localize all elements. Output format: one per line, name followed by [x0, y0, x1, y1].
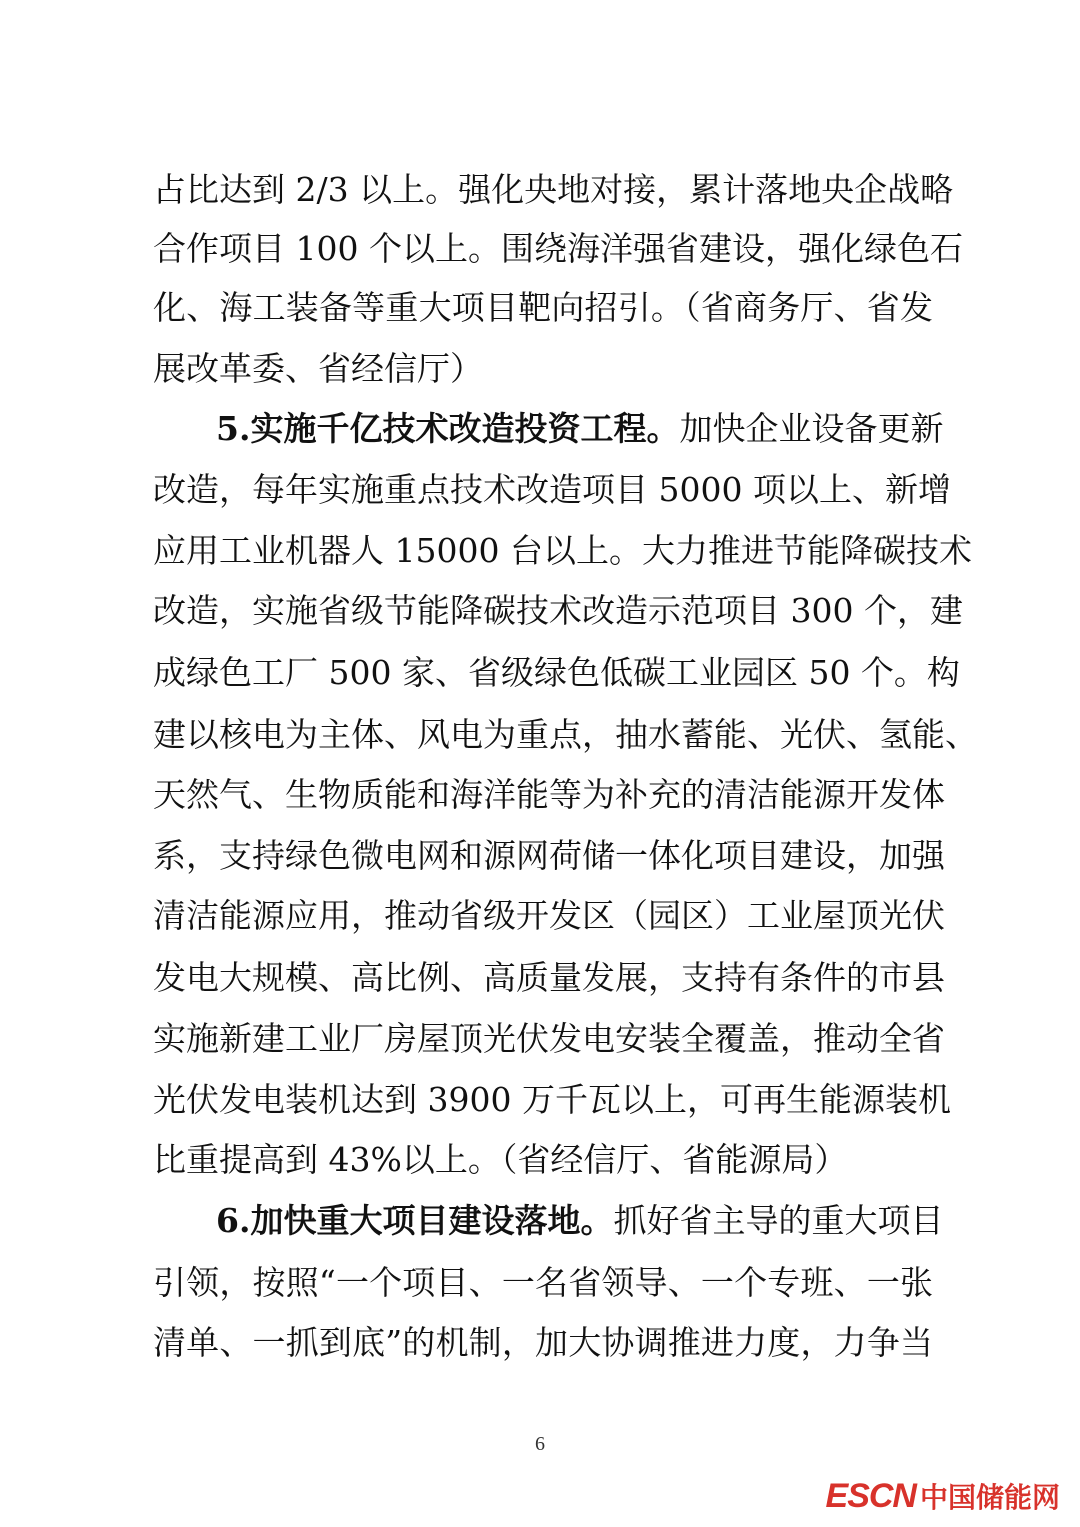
page-number: 6: [535, 1433, 545, 1455]
section-6-first-line: [216, 1191, 944, 1251]
watermark-chinese: 中国储能网: [919, 1482, 1060, 1513]
text-line-4: 展改革委、省经信厅）: [153, 349, 483, 388]
text-line-12: 系，支持绿色微电网和源网荷储一体化项目建设，加强: [153, 836, 945, 875]
escn-watermark-logo: [826, 1476, 1060, 1516]
text-line-16: 光伏发电装机达到 3900 万千瓦以上，可再生能源装机: [153, 1080, 951, 1119]
section-6-lead-text: 抓好省主导的重大项目: [613, 1201, 944, 1240]
text-line-10: 建以核电为主体、风电为重点，抽水蓄能、光伏、氢能、: [153, 715, 978, 754]
watermark-latin: ESCN: [825, 1477, 916, 1515]
text-line-17: 比重提高到 43%以上。（省经信厅、省能源局）: [153, 1140, 848, 1179]
section-5-heading: 5.实施千亿技术改造投资工程。: [216, 409, 680, 448]
text-line-2: 合作项目 100 个以上。围绕海洋强省建设，强化绿色石: [153, 229, 963, 268]
text-line-14: 发电大规模、高比例、高质量发展，支持有条件的市县: [153, 958, 945, 997]
text-line-13: 清洁能源应用，推动省级开发区（园区）工业屋顶光伏: [153, 896, 945, 935]
text-line-20: 清单、一抓到底”的机制，加大协调推进力度，力争当: [153, 1323, 933, 1362]
text-line-1: 占比达到 2/3 以上。强化央地对接，累计落地央企战略: [153, 170, 954, 209]
section-5-lead-text: 加快企业设备更新: [679, 409, 944, 448]
section-6-heading: 6.加快重大项目建设落地。: [216, 1201, 614, 1240]
text-line-8: 改造，实施省级节能降碳技术改造示范项目 300 个，建: [153, 591, 963, 630]
text-line-9: 成绿色工厂 500 家、省级绿色低碳工业园区 50 个。构: [153, 653, 960, 692]
text-line-6: 改造，每年实施重点技术改造项目 5000 项以上、新增: [153, 470, 951, 509]
text-line-11: 天然气、生物质能和海洋能等为补充的清洁能源开发体: [153, 775, 945, 814]
text-line-3: 化、海工装备等重大项目靶向招引。（省商务厅、省发: [153, 288, 933, 327]
text-line-15: 实施新建工业厂房屋顶光伏发电安装全覆盖，推动全省: [153, 1019, 945, 1058]
text-line-19: 引领，按照“一个项目、一名省领导、一个专班、一张: [153, 1263, 933, 1302]
section-5-first-line: [216, 399, 944, 459]
text-line-7: 应用工业机器人 15000 台以上。大力推进节能降碳技术: [153, 531, 972, 570]
